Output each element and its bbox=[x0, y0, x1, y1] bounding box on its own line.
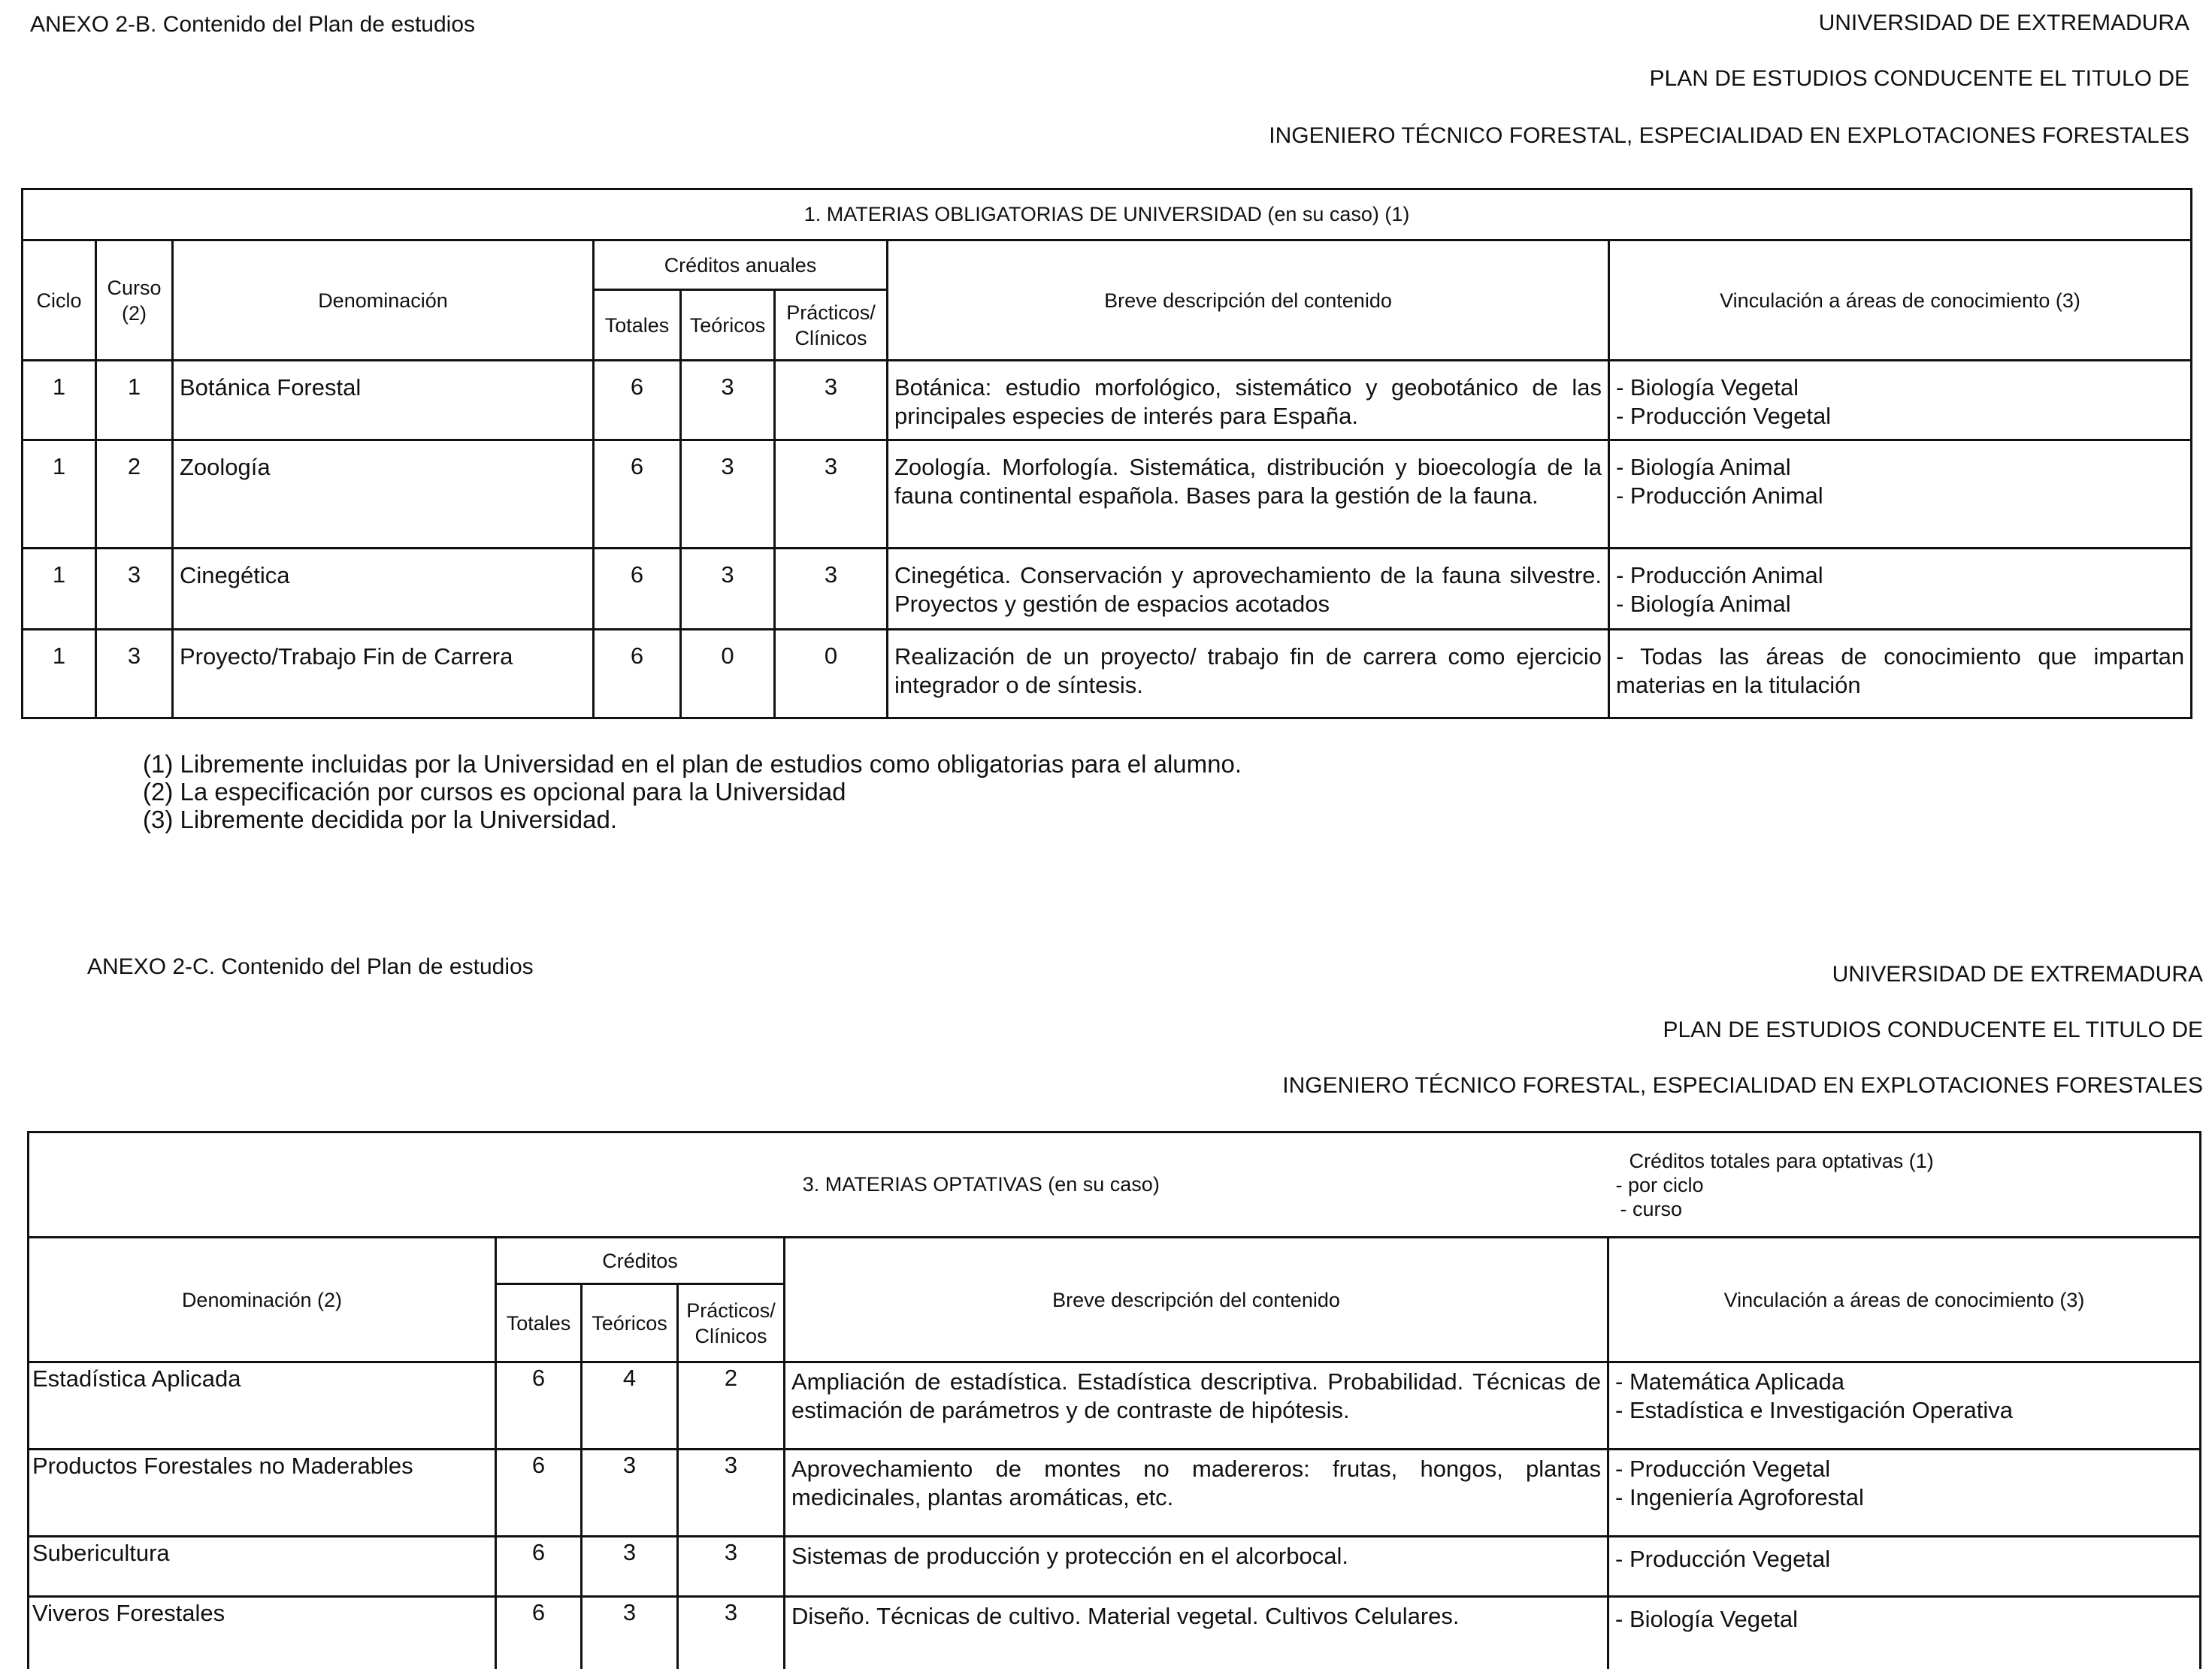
table-row bbox=[23, 630, 2192, 718]
footnotes bbox=[143, 750, 1242, 833]
footnote-2: (2) La especificación por cursos es opcional para la Universidad bbox=[143, 778, 846, 806]
cell-areas bbox=[1609, 549, 2192, 630]
th-denominacion: Denominación bbox=[173, 240, 594, 361]
annex-b-university: UNIVERSIDAD DE EXTREMADURA bbox=[1818, 11, 2189, 35]
th-teoricos: Teóricos bbox=[681, 290, 775, 361]
footnote-3: (3) Libremente decidida por la Universidad. bbox=[143, 806, 617, 833]
cell-areas bbox=[1608, 1450, 2201, 1537]
area-item: - Biología Animal bbox=[1616, 454, 1791, 480]
th-practicos: Prácticos/ Clínicos bbox=[775, 290, 888, 361]
cell-teoricos: 3 bbox=[681, 440, 775, 549]
annex-b-title: ANEXO 2-B. Contenido del Plan de estudios bbox=[30, 12, 476, 37]
cell-denominacion: Proyecto/Trabajo Fin de Carrera bbox=[173, 630, 594, 718]
cell-denominacion: Zoología bbox=[173, 440, 594, 549]
cell-practicos: 3 bbox=[678, 1597, 785, 1669]
cell-curso: 3 bbox=[96, 630, 173, 718]
table-row bbox=[29, 1450, 2201, 1537]
table-row bbox=[23, 549, 2192, 630]
table-row bbox=[29, 1362, 2201, 1450]
credits-box bbox=[1608, 1132, 2201, 1238]
cell-teoricos: 3 bbox=[582, 1450, 678, 1537]
th-vinculacion: Vinculación a áreas de conocimiento (3) bbox=[1609, 240, 2192, 361]
area-item: - Producción Vegetal bbox=[1615, 1456, 1831, 1482]
th-descripcion: Breve descripción del contenido bbox=[888, 240, 1609, 361]
cell-totales: 6 bbox=[496, 1450, 582, 1537]
area-item: - Biología Vegetal bbox=[1615, 1606, 1799, 1632]
cell-totales: 6 bbox=[594, 549, 681, 630]
credits-box-ciclo: - por ciclo bbox=[1615, 1173, 1704, 1196]
annex-c-title: ANEXO 2-C. Contenido del Plan de estudios bbox=[87, 954, 534, 979]
cell-teoricos: 3 bbox=[681, 549, 775, 630]
cell-totales: 6 bbox=[594, 630, 681, 718]
cell-denominacion: Cinegética bbox=[173, 549, 594, 630]
area-item: - Biología Animal bbox=[1616, 591, 1791, 617]
cell-practicos: 3 bbox=[775, 440, 888, 549]
cell-curso: 1 bbox=[96, 361, 173, 440]
cell-teoricos: 3 bbox=[681, 361, 775, 440]
th-creditos: Créditos bbox=[496, 1238, 785, 1284]
cell-descripcion: Ampliación de estadística. Estadística descriptiva. Probabilidad. Técnicas de estimación de parámetros y de contraste de hipótesis. bbox=[785, 1362, 1608, 1450]
annex-b-degree-line: INGENIERO TÉCNICO FORESTAL, ESPECIALIDAD EN EXPLOTACIONES FORESTALES bbox=[1269, 123, 2189, 148]
th-ciclo: Ciclo bbox=[23, 240, 96, 361]
cell-areas bbox=[1608, 1597, 2201, 1669]
required-subjects-table bbox=[21, 188, 2192, 719]
cell-practicos: 2 bbox=[678, 1362, 785, 1450]
cell-areas bbox=[1608, 1362, 2201, 1450]
cell-ciclo: 1 bbox=[23, 549, 96, 630]
table-row bbox=[23, 361, 2192, 440]
cell-totales: 6 bbox=[594, 440, 681, 549]
cell-descripcion: Aprovechamiento de montes no madereros: frutas, hongos, plantas medicinales, plantas aromáticas, etc. bbox=[785, 1450, 1608, 1537]
cell-denominacion: Estadística Aplicada bbox=[29, 1362, 496, 1450]
th-curso: Curso (2) bbox=[96, 240, 173, 361]
table-row bbox=[29, 1537, 2201, 1597]
cell-totales: 6 bbox=[594, 361, 681, 440]
annex-c-plan-line: PLAN DE ESTUDIOS CONDUCENTE EL TITULO DE bbox=[1663, 1017, 2203, 1042]
annex-b-plan-line: PLAN DE ESTUDIOS CONDUCENTE EL TITULO DE bbox=[1649, 66, 2189, 91]
cell-areas bbox=[1609, 440, 2192, 549]
area-item: - Estadística e Investigación Operativa bbox=[1615, 1397, 2013, 1423]
cell-teoricos: 3 bbox=[582, 1597, 678, 1669]
cell-descripcion: Realización de un proyecto/ trabajo fin de carrera como ejercicio integrador o de síntesis. bbox=[888, 630, 1609, 718]
area-item: - Todas las áreas de conocimiento que impartan materias en la titulación bbox=[1616, 643, 2185, 698]
cell-teoricos: 0 bbox=[681, 630, 775, 718]
optional-subjects-table bbox=[27, 1131, 2201, 1669]
cell-descripcion: Zoología. Morfología. Sistemática, distribución y bioecología de la fauna continental española. Bases para la gestión de la fauna. bbox=[888, 440, 1609, 549]
cell-curso: 2 bbox=[96, 440, 173, 549]
cell-practicos: 0 bbox=[775, 630, 888, 718]
table-row bbox=[29, 1597, 2201, 1669]
footnote-1: (1) Libremente incluidas por la Universidad en el plan de estudios como obligatorias para el alumno. bbox=[143, 750, 1242, 778]
cell-totales: 6 bbox=[496, 1537, 582, 1597]
cell-totales: 6 bbox=[496, 1597, 582, 1669]
area-item: - Producción Animal bbox=[1616, 562, 1823, 588]
annex-c-degree-line: INGENIERO TÉCNICO FORESTAL, ESPECIALIDAD EN EXPLOTACIONES FORESTALES bbox=[1282, 1073, 2203, 1098]
area-item: - Producción Vegetal bbox=[1615, 1546, 1831, 1572]
cell-descripcion: Diseño. Técnicas de cultivo. Material vegetal. Cultivos Celulares. bbox=[785, 1597, 1608, 1669]
th-teoricos: Teóricos bbox=[582, 1284, 678, 1362]
table1-title: 1. MATERIAS OBLIGATORIAS DE UNIVERSIDAD (en su caso) (1) bbox=[23, 189, 2192, 240]
cell-denominacion: Productos Forestales no Maderables bbox=[29, 1450, 496, 1537]
cell-denominacion: Viveros Forestales bbox=[29, 1597, 496, 1669]
cell-areas bbox=[1609, 630, 2192, 718]
area-item: - Ingeniería Agroforestal bbox=[1615, 1484, 1864, 1510]
table3-title: 3. MATERIAS OPTATIVAS (en su caso) bbox=[29, 1132, 1608, 1238]
th-creditos-anuales: Créditos anuales bbox=[594, 240, 888, 290]
th-totales: Totales bbox=[496, 1284, 582, 1362]
area-item: - Biología Vegetal bbox=[1616, 374, 1799, 401]
cell-denominacion: Botánica Forestal bbox=[173, 361, 594, 440]
credits-box-title: Créditos totales para optativas (1) bbox=[1629, 1149, 1934, 1172]
cell-practicos: 3 bbox=[775, 361, 888, 440]
cell-teoricos: 4 bbox=[582, 1362, 678, 1450]
area-item: - Producción Animal bbox=[1616, 482, 1823, 509]
area-item: - Producción Vegetal bbox=[1616, 403, 1832, 429]
cell-descripcion: Botánica: estudio morfológico, sistemático y geobotánico de las principales especies de interés para España. bbox=[888, 361, 1609, 440]
cell-practicos: 3 bbox=[678, 1450, 785, 1537]
cell-totales: 6 bbox=[496, 1362, 582, 1450]
th-vinculacion: Vinculación a áreas de conocimiento (3) bbox=[1608, 1238, 2201, 1362]
cell-ciclo: 1 bbox=[23, 361, 96, 440]
cell-teoricos: 3 bbox=[582, 1537, 678, 1597]
annex-c-university: UNIVERSIDAD DE EXTREMADURA bbox=[1832, 962, 2203, 987]
cell-descripcion: Cinegética. Conservación y aprovechamiento de la fauna silvestre. Proyectos y gestión de espacios acotados bbox=[888, 549, 1609, 630]
th-practicos: Prácticos/ Clínicos bbox=[678, 1284, 785, 1362]
th-totales: Totales bbox=[594, 290, 681, 361]
cell-areas bbox=[1608, 1537, 2201, 1597]
cell-ciclo: 1 bbox=[23, 440, 96, 549]
cell-areas bbox=[1609, 361, 2192, 440]
cell-ciclo: 1 bbox=[23, 630, 96, 718]
cell-practicos: 3 bbox=[775, 549, 888, 630]
cell-denominacion: Subericultura bbox=[29, 1537, 496, 1597]
th-denominacion: Denominación (2) bbox=[29, 1238, 496, 1362]
cell-descripcion: Sistemas de producción y protección en el alcorbocal. bbox=[785, 1537, 1608, 1597]
area-item: - Matemática Aplicada bbox=[1615, 1368, 1844, 1395]
credits-box-curso: - curso bbox=[1620, 1197, 1683, 1220]
th-descripcion: Breve descripción del contenido bbox=[785, 1238, 1608, 1362]
table-row bbox=[23, 440, 2192, 549]
cell-curso: 3 bbox=[96, 549, 173, 630]
cell-practicos: 3 bbox=[678, 1537, 785, 1597]
